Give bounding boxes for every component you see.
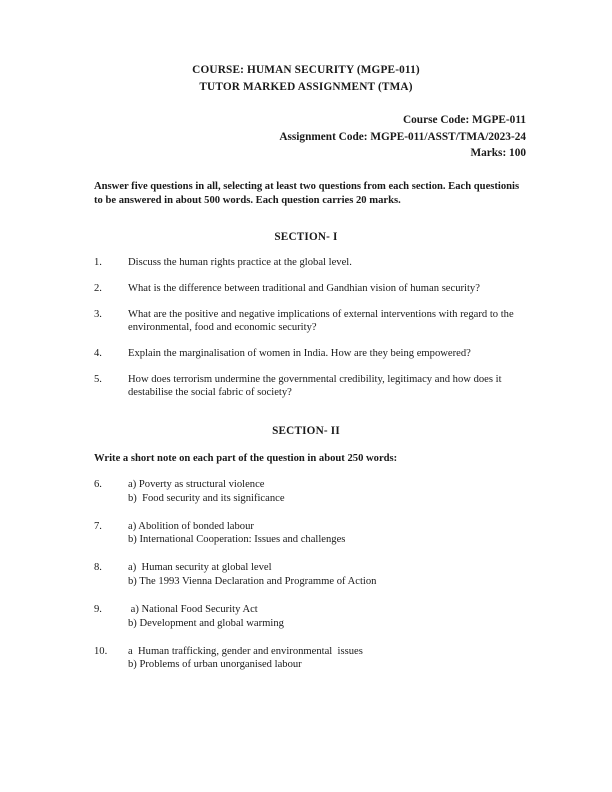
course-title-line: COURSE: HUMAN SECURITY (MGPE-011) (192, 64, 420, 76)
question-item (94, 282, 534, 296)
question-number: 7. (94, 520, 102, 532)
question-text: Discuss the human rights practice at the global level. (128, 257, 352, 268)
question-number: 5. (94, 373, 102, 385)
question-item (94, 645, 534, 672)
question-number: 4. (94, 347, 102, 359)
question-part-a: a Human trafficking, gender and environmental issues (128, 645, 363, 657)
question-number: 10. (94, 645, 108, 657)
section-2-instruction: Write a short note on each part of the question in about 250 words: (94, 453, 398, 464)
question-text: Explain the marginalisation of women in India. How are they being empowered? (128, 347, 471, 359)
question-number: 9. (94, 604, 102, 616)
question-item (94, 603, 534, 630)
section-1-heading: SECTION- I (274, 231, 338, 243)
question-item (94, 373, 534, 400)
question-item (94, 308, 534, 335)
section-1-question-list (94, 256, 534, 412)
question-text: How does terrorism undermine the governmental credibility, legitimacy and how does it destabilise the social fabric of society? (128, 373, 505, 399)
question-part-a: a) National Food Security Act (128, 604, 258, 616)
question-part-b: b) Development and global warming (128, 617, 284, 629)
question-text: What are the positive and negative implications of external interventions with regard to the environmental, food and economic security? (128, 308, 517, 334)
question-item (94, 561, 534, 588)
question-item (94, 256, 534, 270)
question-part-a: a) Abolition of bonded labour (128, 520, 254, 532)
assignment-code: Assignment Code: MGPE-011/ASST/TMA/2023-24 (279, 130, 526, 143)
question-item (94, 347, 534, 361)
question-part-b: b) Problems of urban unorganised labour (128, 659, 302, 671)
assignment-meta-block (279, 112, 526, 162)
question-part-b: b) Food security and its significance (128, 492, 285, 504)
question-item (94, 520, 534, 547)
section-2-question-list (94, 478, 534, 686)
question-part-b: b) The 1993 Vienna Declaration and Programme of Action (128, 575, 377, 587)
question-part-a: a) Poverty as structural violence (128, 479, 265, 490)
question-number: 2. (94, 282, 102, 294)
document-title-block (0, 62, 612, 95)
assignment-type-line: TUTOR MARKED ASSIGNMENT (TMA) (199, 80, 413, 93)
question-number: 6. (94, 479, 102, 490)
course-code: Course Code: MGPE-011 (403, 114, 526, 126)
total-marks: Marks: 100 (470, 147, 526, 159)
general-instruction: Answer five questions in all, selecting at least two questions from each section. Each questionis to be answered in about 500 words. Each question carries 20 marks. (94, 181, 520, 206)
question-number: 8. (94, 562, 102, 574)
question-number: 1. (94, 257, 102, 268)
question-part-b: b) International Cooperation: Issues and challenges (128, 534, 346, 546)
question-number: 3. (94, 308, 102, 320)
question-text: What is the difference between traditional and Gandhian vision of human security? (128, 282, 480, 294)
question-part-a: a) Human security at global level (128, 562, 272, 574)
question-item (94, 478, 534, 505)
section-2-heading: SECTION- II (272, 425, 340, 437)
